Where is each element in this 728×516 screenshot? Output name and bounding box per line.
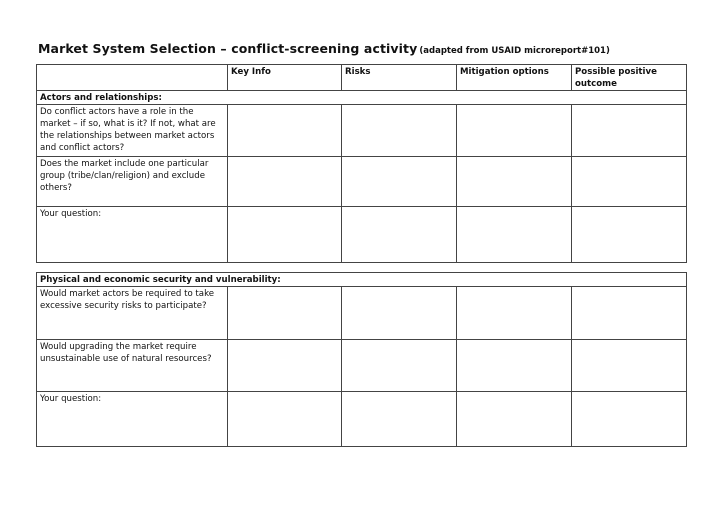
answer-cell-risks[interactable] [342, 105, 457, 157]
answer-cell-key-info[interactable] [228, 287, 342, 340]
answer-cell-mitigation[interactable] [457, 105, 572, 157]
question-cell: Does the market include one particular group (tribe/clan/religion) and exclude others? [37, 157, 228, 207]
answer-cell-mitigation[interactable] [457, 340, 572, 392]
header-blank-cell [37, 65, 228, 91]
answer-cell-mitigation[interactable] [457, 287, 572, 340]
title-source-note: (adapted from USAID microreport#101) [419, 46, 610, 56]
question-cell: Do conflict actors have a role in the market – if so, what is it? If not, what are the relationships between market actors and conflict actors? [37, 105, 228, 157]
answer-cell-mitigation[interactable] [457, 392, 572, 447]
question-cell: Your question: [37, 207, 228, 263]
answer-cell-risks[interactable] [342, 157, 457, 207]
screening-table-security [36, 272, 687, 447]
answer-cell-outcome[interactable] [572, 392, 687, 447]
answer-cell-mitigation[interactable] [457, 207, 572, 263]
answer-cell-key-info[interactable] [228, 157, 342, 207]
header-mitigation-options: Mitigation options [457, 65, 572, 91]
header-key-info: Key Info [228, 65, 342, 91]
section-heading-row [37, 273, 687, 287]
answer-cell-risks[interactable] [342, 392, 457, 447]
answer-cell-outcome[interactable] [572, 340, 687, 392]
document-title [38, 38, 610, 57]
answer-cell-risks[interactable] [342, 340, 457, 392]
answer-cell-key-info[interactable] [228, 207, 342, 263]
question-cell: Would upgrading the market require unsustainable use of natural resources? [37, 340, 228, 392]
table-row [37, 207, 687, 263]
answer-cell-key-info[interactable] [228, 105, 342, 157]
answer-cell-outcome[interactable] [572, 207, 687, 263]
answer-cell-outcome[interactable] [572, 287, 687, 340]
answer-cell-risks[interactable] [342, 207, 457, 263]
answer-cell-outcome[interactable] [572, 105, 687, 157]
section-heading-actors: Actors and relationships: [37, 91, 687, 105]
question-cell: Your question: [37, 392, 228, 447]
answer-cell-risks[interactable] [342, 287, 457, 340]
header-risks: Risks [342, 65, 457, 91]
table-row [37, 287, 687, 340]
section-heading-security: Physical and economic security and vulnerability: [37, 273, 687, 287]
table-row [37, 157, 687, 207]
section-heading-row [37, 91, 687, 105]
title-main: Market System Selection – conflict-screening activity [38, 41, 418, 56]
header-possible-positive-outcome: Possible positive outcome [572, 65, 687, 91]
column-header-row [37, 65, 687, 91]
answer-cell-mitigation[interactable] [457, 157, 572, 207]
question-cell: Would market actors be required to take excessive security risks to participate? [37, 287, 228, 340]
table-row [37, 392, 687, 447]
answer-cell-key-info[interactable] [228, 392, 342, 447]
table-row [37, 340, 687, 392]
screening-table-actors [36, 64, 687, 263]
answer-cell-key-info[interactable] [228, 340, 342, 392]
answer-cell-outcome[interactable] [572, 157, 687, 207]
table-row [37, 105, 687, 157]
